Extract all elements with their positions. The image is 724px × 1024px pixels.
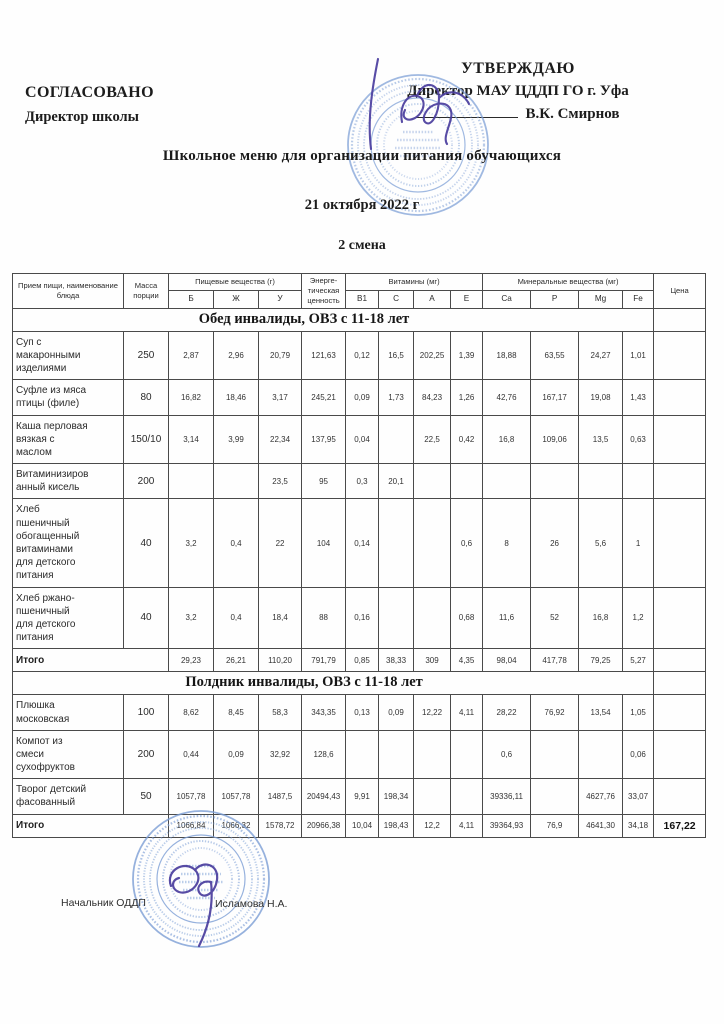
total-value-cell: 1066,32: [214, 814, 259, 837]
value-cell: [531, 779, 579, 814]
menu-table-body: [13, 308, 706, 837]
value-cell: 0,3: [346, 464, 379, 499]
total-value-cell: 34,18: [623, 814, 654, 837]
value-cell: 121,63: [302, 331, 346, 380]
value-cell: 84,23: [414, 380, 451, 415]
col-header-mass: Масса порции: [124, 274, 169, 309]
total-value-cell: 29,23: [169, 649, 214, 672]
value-cell: 0,16: [346, 587, 379, 649]
shift-label: 2 смена: [338, 238, 386, 253]
total-value-cell: 4641,30: [579, 814, 623, 837]
value-cell: 16,5: [379, 331, 414, 380]
value-cell: 1,43: [623, 380, 654, 415]
col-header-protein: Б: [169, 290, 214, 308]
value-cell: 245,21: [302, 380, 346, 415]
value-cell: 3,99: [214, 415, 259, 464]
value-cell: 0,4: [214, 587, 259, 649]
chief-name-label: Исламова Н.А.: [215, 898, 288, 910]
value-cell: [531, 464, 579, 499]
value-cell: 1,39: [451, 331, 483, 380]
value-cell: 63,55: [531, 331, 579, 380]
col-header-fe: Fe: [623, 290, 654, 308]
col-header-carbs: У: [259, 290, 302, 308]
value-cell: 1,05: [623, 695, 654, 730]
value-cell: 16,8: [579, 587, 623, 649]
value-cell: 20,1: [379, 464, 414, 499]
total-label-cell: Итого: [13, 814, 169, 837]
value-cell: 8: [483, 499, 531, 587]
document-title: Школьное меню для организации питания обучающихся: [162, 148, 562, 164]
total-value-cell: 5,27: [623, 649, 654, 672]
value-cell: 18,46: [214, 380, 259, 415]
dish-name-cell: Каша перловая вязкая с маслом: [13, 415, 124, 464]
col-group-minerals: Минеральные вещества (мг): [483, 274, 654, 291]
value-cell: 22: [259, 499, 302, 587]
value-cell: [379, 587, 414, 649]
value-cell: [451, 730, 483, 779]
value-cell: [214, 464, 259, 499]
total-row: [13, 649, 706, 672]
total-value-cell: 110,20: [259, 649, 302, 672]
col-header-fat: Ж: [214, 290, 259, 308]
value-cell: 22,5: [414, 415, 451, 464]
value-cell: 1057,78: [169, 779, 214, 814]
price-spacer-cell: [654, 308, 706, 331]
value-cell: 0,44: [169, 730, 214, 779]
value-cell: 22,34: [259, 415, 302, 464]
value-cell: 109,06: [531, 415, 579, 464]
value-cell: [414, 587, 451, 649]
section-title: Обед инвалиды, ОВЗ с 11-18 лет: [13, 308, 654, 331]
dish-row: [13, 415, 706, 464]
dish-name-cell: Плюшка московская: [13, 695, 124, 730]
total-price-cell: [654, 649, 706, 672]
value-cell: 8,45: [214, 695, 259, 730]
total-value-cell: 12,2: [414, 814, 451, 837]
value-cell: 0,13: [346, 695, 379, 730]
value-cell: 12,22: [414, 695, 451, 730]
value-cell: 128,6: [302, 730, 346, 779]
value-cell: 0,4: [214, 499, 259, 587]
total-value-cell: 417,78: [531, 649, 579, 672]
portion-mass-cell: 40: [124, 587, 169, 649]
price-spacer-cell: [654, 672, 706, 695]
value-cell: 0,12: [346, 331, 379, 380]
value-cell: [654, 779, 706, 814]
value-cell: 3,2: [169, 587, 214, 649]
value-cell: [483, 464, 531, 499]
total-value-cell: 10,04: [346, 814, 379, 837]
col-header-energy: Энерге-тическая ценность: [302, 274, 346, 309]
value-cell: [451, 779, 483, 814]
value-cell: 3,14: [169, 415, 214, 464]
portion-mass-cell: 150/10: [124, 415, 169, 464]
col-header-mg: Mg: [579, 290, 623, 308]
value-cell: 1: [623, 499, 654, 587]
value-cell: 18,4: [259, 587, 302, 649]
value-cell: [414, 464, 451, 499]
dish-name-cell: Компот из смеси сухофруктов: [13, 730, 124, 779]
value-cell: 0,14: [346, 499, 379, 587]
value-cell: 3,2: [169, 499, 214, 587]
value-cell: [654, 730, 706, 779]
value-cell: 198,34: [379, 779, 414, 814]
value-cell: 20,79: [259, 331, 302, 380]
approved-label: УТВЕРЖДАЮ: [461, 60, 575, 77]
col-header-p: P: [531, 290, 579, 308]
dish-row: [13, 380, 706, 415]
total-value-cell: 309: [414, 649, 451, 672]
value-cell: 24,27: [579, 331, 623, 380]
total-value-cell: 1066,84: [169, 814, 214, 837]
total-value-cell: 198,43: [379, 814, 414, 837]
value-cell: [579, 730, 623, 779]
total-value-cell: 1578,72: [259, 814, 302, 837]
value-cell: [346, 730, 379, 779]
value-cell: 0,06: [623, 730, 654, 779]
value-cell: 88: [302, 587, 346, 649]
value-cell: 13,5: [579, 415, 623, 464]
total-value-cell: 20966,38: [302, 814, 346, 837]
total-value-cell: 98,04: [483, 649, 531, 672]
value-cell: 0,09: [214, 730, 259, 779]
portion-mass-cell: 100: [124, 695, 169, 730]
value-cell: 42,76: [483, 380, 531, 415]
portion-mass-cell: 40: [124, 499, 169, 587]
value-cell: [379, 499, 414, 587]
value-cell: 1,73: [379, 380, 414, 415]
value-cell: 23,5: [259, 464, 302, 499]
value-cell: 33,07: [623, 779, 654, 814]
value-cell: 0,63: [623, 415, 654, 464]
value-cell: 39336,11: [483, 779, 531, 814]
value-cell: 202,25: [414, 331, 451, 380]
total-value-cell: 4,11: [451, 814, 483, 837]
value-cell: 0,09: [346, 380, 379, 415]
dish-name-cell: Творог детский фасованный: [13, 779, 124, 814]
chief-title-label: Начальник ОДДП: [61, 897, 146, 909]
value-cell: [414, 499, 451, 587]
menu-table-header: [13, 274, 706, 309]
total-value-cell: 4,35: [451, 649, 483, 672]
value-cell: 9,91: [346, 779, 379, 814]
col-header-ca: Ca: [483, 290, 531, 308]
portion-mass-cell: 80: [124, 380, 169, 415]
value-cell: 16,82: [169, 380, 214, 415]
value-cell: 28,22: [483, 695, 531, 730]
total-label-cell: Итого: [13, 649, 169, 672]
menu-table: [12, 273, 706, 838]
total-value-cell: 38,33: [379, 649, 414, 672]
dish-row: [13, 730, 706, 779]
portion-mass-cell: 200: [124, 730, 169, 779]
value-cell: 0,68: [451, 587, 483, 649]
total-row: [13, 814, 706, 837]
value-cell: 2,87: [169, 331, 214, 380]
total-value-cell: 791,79: [302, 649, 346, 672]
agreed-label: СОГЛАСОВАНО: [25, 84, 154, 101]
total-value-cell: 26,21: [214, 649, 259, 672]
value-cell: [654, 331, 706, 380]
dish-row: [13, 464, 706, 499]
dish-row: [13, 695, 706, 730]
value-cell: 11,6: [483, 587, 531, 649]
dish-name-cell: Суфле из мяса птицы (филе): [13, 380, 124, 415]
dish-row: [13, 587, 706, 649]
value-cell: 0,09: [379, 695, 414, 730]
signature-line: [416, 104, 518, 118]
value-cell: [379, 415, 414, 464]
approval-right-block: [362, 60, 674, 123]
signer-line: [362, 104, 674, 123]
value-cell: 5,6: [579, 499, 623, 587]
dish-name-cell: Хлеб ржано-пшеничный для детского питания: [13, 587, 124, 649]
value-cell: 3,17: [259, 380, 302, 415]
value-cell: 0,42: [451, 415, 483, 464]
value-cell: 58,3: [259, 695, 302, 730]
col-header-e: Е: [451, 290, 483, 308]
director-org-label: Директор МАУ ЦДДП ГО г. Уфа: [407, 83, 629, 99]
value-cell: 26: [531, 499, 579, 587]
approval-left-block: [25, 84, 245, 126]
value-cell: 104: [302, 499, 346, 587]
value-cell: [654, 695, 706, 730]
value-cell: 1,2: [623, 587, 654, 649]
value-cell: 1057,78: [214, 779, 259, 814]
col-group-nutrients: Пищевые вещества (г): [169, 274, 302, 291]
dish-name-cell: Суп с макаронными изделиями: [13, 331, 124, 380]
dish-row: [13, 779, 706, 814]
value-cell: 0,6: [451, 499, 483, 587]
value-cell: 20494,43: [302, 779, 346, 814]
value-cell: [169, 464, 214, 499]
value-cell: 8,62: [169, 695, 214, 730]
value-cell: 343,35: [302, 695, 346, 730]
value-cell: 18,88: [483, 331, 531, 380]
dish-row: [13, 331, 706, 380]
value-cell: [654, 415, 706, 464]
value-cell: [414, 779, 451, 814]
value-cell: 76,92: [531, 695, 579, 730]
value-cell: 2,96: [214, 331, 259, 380]
col-header-a: А: [414, 290, 451, 308]
col-header-b1: В1: [346, 290, 379, 308]
value-cell: [654, 499, 706, 587]
value-cell: 0,6: [483, 730, 531, 779]
value-cell: 1,01: [623, 331, 654, 380]
value-cell: 32,92: [259, 730, 302, 779]
value-cell: [579, 464, 623, 499]
value-cell: [654, 587, 706, 649]
dish-name-cell: Витаминизированный кисель: [13, 464, 124, 499]
value-cell: 16,8: [483, 415, 531, 464]
portion-mass-cell: 50: [124, 779, 169, 814]
value-cell: 95: [302, 464, 346, 499]
value-cell: 13,54: [579, 695, 623, 730]
school-director-label: Директор школы: [25, 109, 139, 125]
total-price-cell: 167,22: [654, 814, 706, 837]
value-cell: [451, 464, 483, 499]
value-cell: 137,95: [302, 415, 346, 464]
value-cell: 0,04: [346, 415, 379, 464]
total-value-cell: 39364,93: [483, 814, 531, 837]
value-cell: [414, 730, 451, 779]
portion-mass-cell: 250: [124, 331, 169, 380]
col-header-dish: Прием пищи, наименование блюда: [13, 274, 124, 309]
col-header-c: С: [379, 290, 414, 308]
total-value-cell: 0,85: [346, 649, 379, 672]
value-cell: [531, 730, 579, 779]
total-value-cell: 76,9: [531, 814, 579, 837]
col-group-vitamins: Витамины (мг): [346, 274, 483, 291]
signer-name: В.К. Смирнов: [525, 106, 620, 122]
value-cell: 1487,5: [259, 779, 302, 814]
total-value-cell: 79,25: [579, 649, 623, 672]
value-cell: 4,11: [451, 695, 483, 730]
value-cell: [379, 730, 414, 779]
dish-row: [13, 499, 706, 587]
value-cell: 52: [531, 587, 579, 649]
value-cell: 1,26: [451, 380, 483, 415]
value-cell: 19,08: [579, 380, 623, 415]
document-date: 21 октября 2022 г: [304, 197, 420, 213]
value-cell: [654, 464, 706, 499]
dish-name-cell: Хлеб пшеничный обогащенный витаминами для детского питания: [13, 499, 124, 587]
col-header-price: Цена: [654, 274, 706, 309]
section-title: Полдник инвалиды, ОВЗ с 11-18 лет: [13, 672, 654, 695]
value-cell: [654, 380, 706, 415]
section-header-row: [13, 308, 706, 331]
section-header-row: [13, 672, 706, 695]
value-cell: 167,17: [531, 380, 579, 415]
value-cell: 4627,76: [579, 779, 623, 814]
portion-mass-cell: 200: [124, 464, 169, 499]
value-cell: [623, 464, 654, 499]
